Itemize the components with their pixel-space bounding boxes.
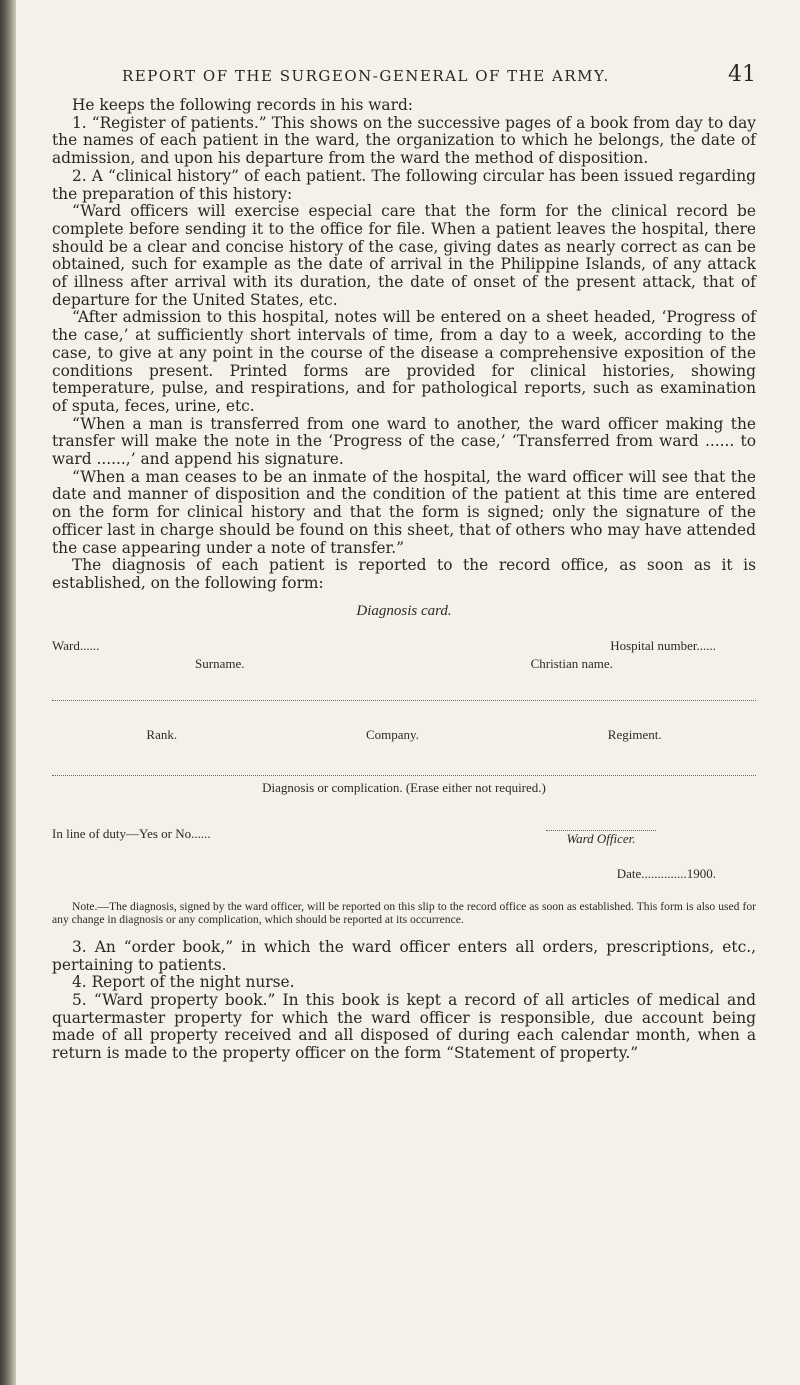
diagnosis-label: Diagnosis or complication. (Erase either not required.) — [262, 779, 546, 795]
intro-paragraph: He keeps the following records in his ward: — [72, 96, 413, 114]
book-spine-shadow — [0, 0, 16, 1385]
item-2-paragraph: 2. A “clinical history” of each patient. The following circular has been issued regarding the preparation of this history: — [52, 166, 756, 203]
item-1-paragraph: 1. “Register of patients.” This shows on the successive pages of a book from day to day the names of each patient in the ward, the organization to which he belongs, the date of admission, and upon his departure from the ward the method of disposition. — [52, 113, 756, 168]
diagnosis-card-form — [52, 603, 756, 927]
card-title: Diagnosis card. — [356, 602, 452, 619]
item-4-paragraph: 4. Report of the night nurse. — [72, 973, 295, 992]
rank-label: Rank. — [146, 726, 178, 742]
ward-field: Ward...... — [52, 637, 100, 653]
christian-name-label: Christian name. — [530, 655, 613, 671]
hospital-number-field: Hospital number...... — [610, 637, 716, 653]
card-note: Note.—The diagnosis, signed by the ward officer, will be reported on this slip to the record office as soon as established. This form is also used for any change in diagnosis or any complication, which should be reported at its occurrence. — [52, 899, 756, 927]
unit-rule — [52, 775, 756, 776]
ward-officer-label: Ward Officer. — [566, 830, 636, 846]
date-field: Date..............1900. — [616, 865, 716, 881]
page-number: 41 — [728, 62, 756, 87]
quote-paragraph-4: “When a man ceases to be an inmate of the hospital, the ward officer will see that the date and manner of disposition and the condition of the patient at this time are entered on the form for clinical history and that the form is signed; only the signature of the officer last in charge should be found on this sheet, that of others who may have attended the case appearing under a note of transfer.” — [52, 467, 756, 557]
regiment-label: Regiment. — [607, 726, 662, 742]
names-rule — [52, 700, 756, 701]
quote-paragraph-2: “After admission to this hospital, notes will be entered on a sheet headed, ‘Progress of the case,’ at sufficiently short intervals of time, from a day to a week, according to the case, to give at any point in the course of the disease a comprehensive exposition of the conditions present. Printed forms are provided for clinical histories, showing temperature, pulse, and respirations, and for pathological reports, such as examination of sputa, feces, urine, etc. — [52, 308, 756, 415]
item-5-paragraph: 5. “Ward property book.” In this book is kept a record of all articles of medical and quartermaster property for which the ward officer is responsible, due account being made of all property received and all disposed of during each calendar month, when a return is made to the property officer on the form “Statement of property.” — [52, 990, 756, 1063]
body-text — [52, 97, 756, 593]
card-row-ward — [52, 638, 756, 654]
running-header — [122, 62, 756, 87]
surname-label: Surname. — [195, 655, 245, 671]
card-row-unit — [52, 727, 756, 743]
quote-paragraph-1: “Ward officers will exercise especial care that the form for the clinical record be complete before sending it to the office for file. When a patient leaves the hospital, there should be a clear and concise history of the case, giving dates as nearly correct as can be obtained, such for example as the date of arrival in the Philippine Islands, of any attack of illness after arrival with its duration, the date of onset of the present attack, that of departure for the United States, etc. — [52, 202, 756, 309]
page — [52, 62, 756, 1063]
body-text-continued — [52, 939, 756, 1063]
line-of-duty-field: In line of duty—Yes or No...... — [52, 825, 211, 841]
card-row-names — [52, 656, 756, 672]
running-title: REPORT OF THE SURGEON-GENERAL OF THE ARMY. — [122, 67, 610, 85]
item-3-paragraph: 3. An “order book,” in which the ward officer enters all orders, prescriptions, etc., pertaining to patients. — [52, 937, 756, 974]
company-label: Company. — [365, 726, 419, 742]
diagnosis-intro-paragraph: The diagnosis of each patient is reported to the record office, as soon as it is established, on the following form: — [52, 556, 756, 592]
card-footer — [52, 826, 756, 886]
ward-officer-signature — [546, 830, 656, 847]
quote-paragraph-3: “When a man is transferred from one ward to another, the ward officer making the transfer will make the note in the ‘Progress of the case,’ ‘Transferred from ward ...... to ward ......,’ and append his signature. — [52, 414, 756, 469]
